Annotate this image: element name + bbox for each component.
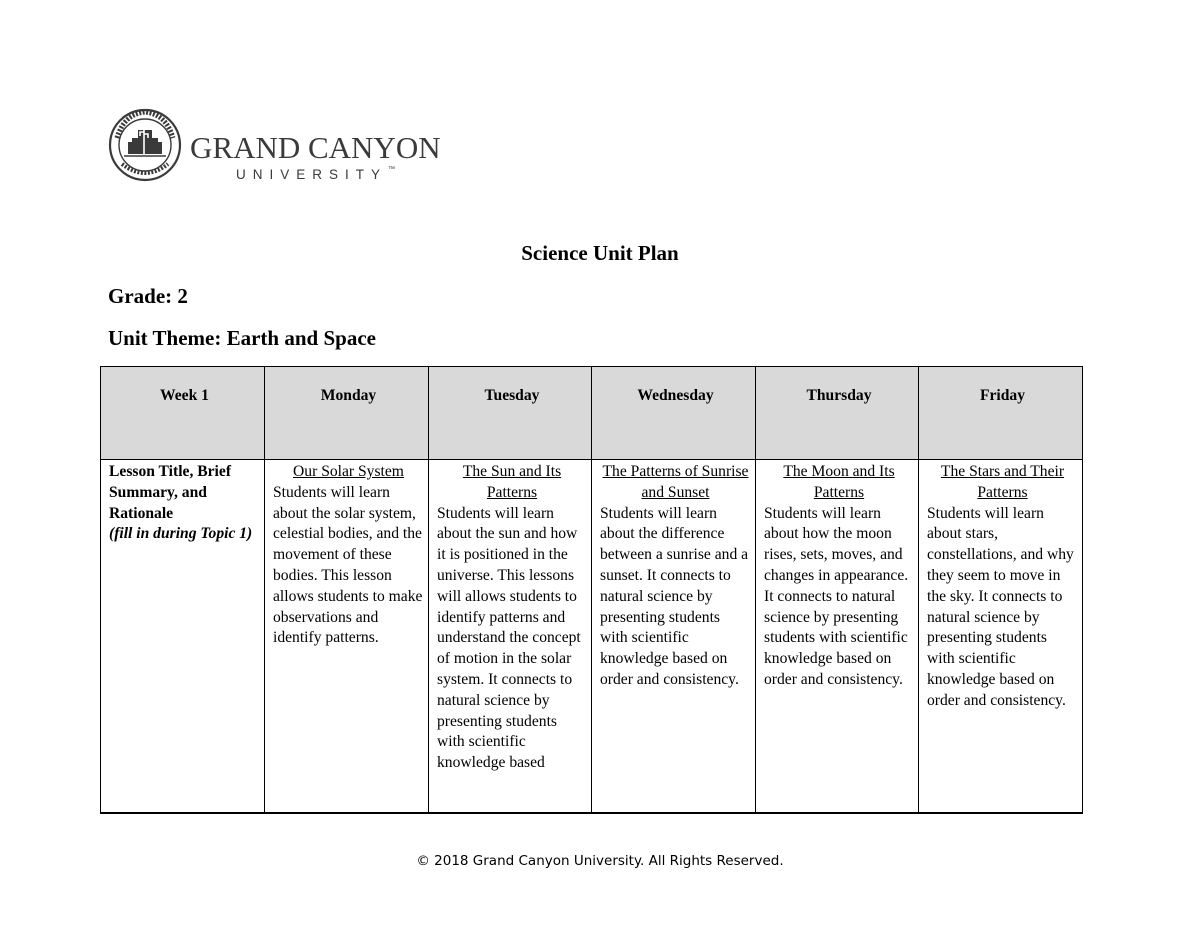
lesson-cell-friday (919, 460, 1083, 814)
lesson-title: The Moon and Its Patterns (783, 463, 895, 501)
logo-trademark: ™ (388, 166, 395, 173)
table-row (101, 460, 1083, 814)
header-thursday: Thursday (756, 367, 919, 460)
unit-plan-table (100, 366, 1083, 814)
header-week: Week 1 (101, 367, 265, 460)
lesson-cell-monday (265, 460, 429, 814)
grade-heading: Grade: 2 (108, 284, 188, 308)
logo-name-line1: GRAND CANYON (190, 130, 441, 165)
row-label-title: Lesson Title, Brief Summary, and Rationale (109, 463, 232, 522)
university-logo (108, 108, 448, 188)
lesson-title: Our Solar System (293, 463, 404, 480)
logo-name-line2: UNIVERSITY (236, 167, 388, 182)
lesson-description: Students will learn about stars, constellations, and why they seem to move in the sky. It connects to natural science by presenting students with scientific knowledge based on order and consistency. (927, 504, 1074, 709)
unit-theme-heading: Unit Theme: Earth and Space (108, 326, 376, 350)
table-header-row (101, 367, 1083, 460)
header-tuesday: Tuesday (429, 367, 592, 460)
lesson-title: The Sun and Its Patterns (462, 463, 562, 501)
row-label-cell (101, 460, 265, 814)
header-monday: Monday (265, 367, 429, 460)
row-label-note: (fill in during Topic 1) (109, 525, 253, 543)
header-wednesday: Wednesday (592, 367, 756, 460)
university-seal-icon (110, 110, 180, 180)
lesson-title: The Stars and Their Patterns (940, 463, 1065, 501)
university-seal-logo (108, 108, 448, 188)
lesson-cell-wednesday (592, 460, 756, 814)
copyright-footer: © 2018 Grand Canyon University. All Rights Reserved. (416, 853, 784, 869)
lesson-title: The Patterns of Sunrise and Sunset (602, 463, 749, 501)
lesson-cell-tuesday (429, 460, 592, 814)
lesson-description: Students will learn about the difference between a sunrise and a sunset. It connects to natural science by presenting students with scientific knowledge based on order and consistency. (600, 504, 749, 688)
lesson-cell-thursday (756, 460, 919, 814)
lesson-description: Students will learn about the sun and how it is positioned in the universe. This lessons will allows students to identify patterns and understand the concept of motion in the solar system. It connects to natural science by presenting students with scientific knowledge based (437, 504, 581, 772)
document-title: Science Unit Plan (521, 241, 679, 265)
header-friday: Friday (919, 367, 1083, 460)
lesson-description: Students will learn about the solar system, celestial bodies, and the movement of these bodies. This lesson allows students to make observations and identify patterns. (273, 483, 423, 647)
lesson-description: Students will learn about how the moon rises, sets, moves, and changes in appearance. It connects to natural science by presenting students with scientific knowledge based on order and consistency. (764, 504, 909, 688)
